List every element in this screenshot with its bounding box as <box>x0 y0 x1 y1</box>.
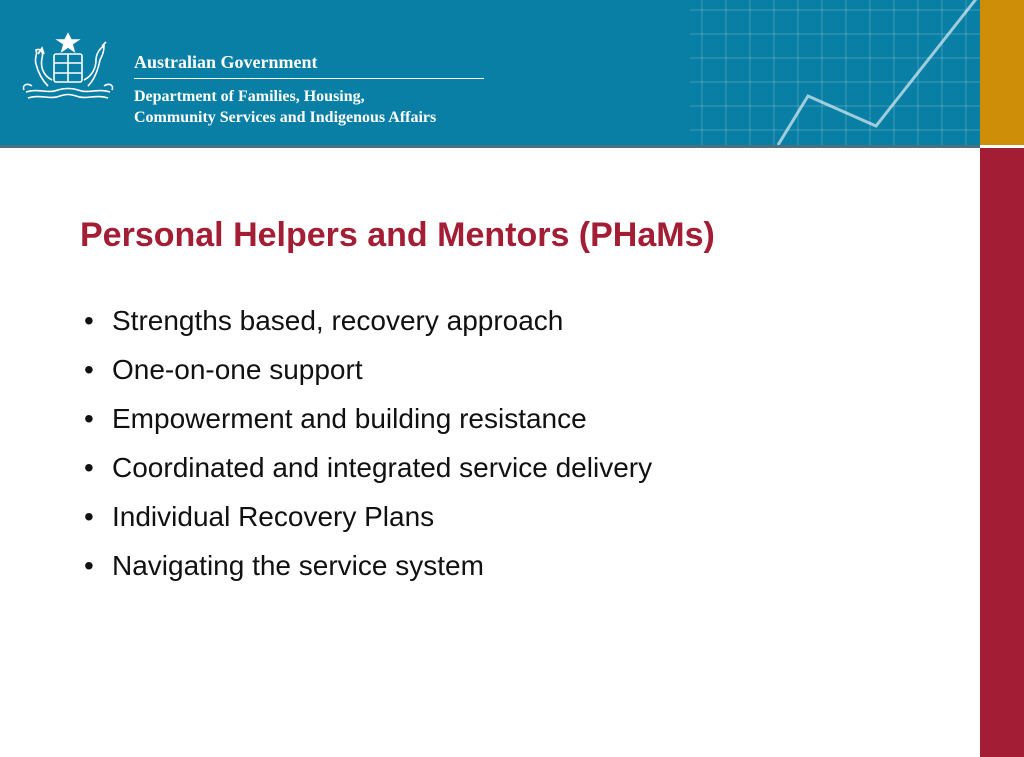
header-banner <box>0 0 980 145</box>
bullet-dot-icon: • <box>84 403 94 434</box>
bullet-dot-icon: • <box>84 501 94 532</box>
government-name: Australian Government <box>134 52 318 72</box>
bullet-text: One-on-one support <box>112 354 363 385</box>
bullet-text: Coordinated and integrated service delivery <box>112 452 653 483</box>
bullet-text: Navigating the service system <box>112 550 484 581</box>
bullet-text: Strengths based, recovery approach <box>112 305 564 336</box>
bullet-dot-icon: • <box>84 452 94 483</box>
header-divider <box>134 78 484 79</box>
department-name-line-2: Community Services and Indigenous Affairs <box>134 109 437 126</box>
bullet-text: Empowerment and building resistance <box>112 403 587 434</box>
slide-title: Personal Helpers and Mentors (PHaMs) <box>80 216 715 254</box>
grid-graph-decoration <box>690 0 980 145</box>
bullet-dot-icon: • <box>84 305 94 336</box>
bullet-text: Individual Recovery Plans <box>112 501 435 532</box>
red-side-bar <box>980 148 1024 757</box>
bullet-dot-icon: • <box>84 354 94 385</box>
header-bottom-border <box>0 145 980 148</box>
coat-of-arms-icon <box>18 30 118 110</box>
gold-accent-block <box>980 0 1024 145</box>
bullet-dot-icon: • <box>84 550 94 581</box>
department-name-line-1: Department of Families, Housing, <box>134 88 365 105</box>
